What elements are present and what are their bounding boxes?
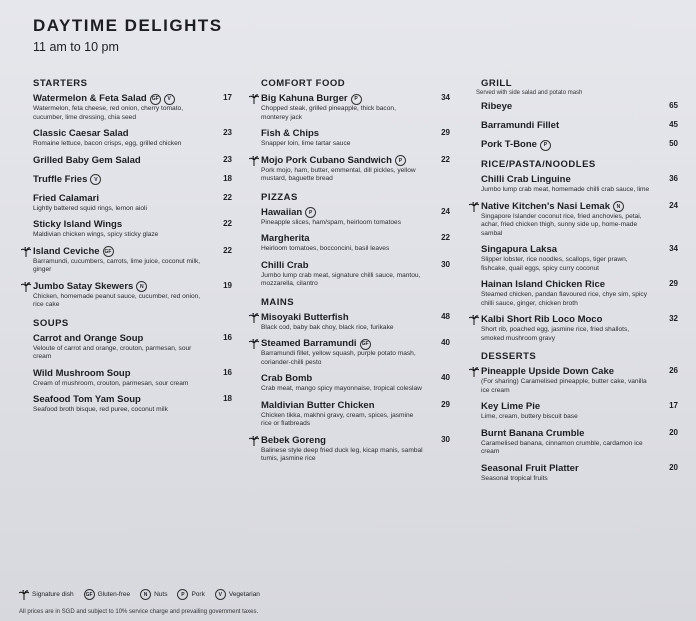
opening-hours: 11 am to 10 pm <box>33 40 119 54</box>
item-name: Native Kitchen's Nasi Lemak <box>481 200 610 212</box>
item-description: Lime, cream, buttery biscuit base <box>481 413 578 420</box>
pork-icon: P <box>540 140 551 151</box>
item-name: Seafood Tom Yam Soup <box>33 394 141 405</box>
item-price: 29 <box>441 399 450 409</box>
section-heading: COMFORT FOOD <box>261 78 346 89</box>
section-heading: MAINS <box>261 296 295 308</box>
legend-pork: Pork <box>191 591 205 598</box>
item-price: 34 <box>669 244 678 253</box>
item-description: Jumbo lump crab meat, homemade chilli crab sauce, lime <box>481 186 650 193</box>
section-heading: RICE/PASTA/NOODLES <box>481 159 596 170</box>
menu-item <box>468 366 678 395</box>
menu-item <box>468 401 678 422</box>
menu-item <box>248 93 450 122</box>
item-description: Barramundi fillet, yellow squash, purple potato mash, coriander-chilli pesto <box>261 350 416 366</box>
palm-tree-icon <box>249 339 259 349</box>
menu-item <box>468 201 678 239</box>
item-description: Watermelon, feta cheese, red onion, cherry tomato, cucumber, lime dressing, chia seed <box>33 105 184 121</box>
item-description: Seasonal tropical fruits <box>481 474 548 482</box>
item-price: 17 <box>223 93 232 102</box>
vegetarian-icon: V <box>90 174 101 185</box>
item-name: Hawaiian <box>261 206 303 218</box>
menu-item <box>468 279 678 308</box>
item-price: 22 <box>441 233 450 242</box>
item-description: Romaine lettuce, bacon crisps, egg, grilled chicken <box>33 140 182 147</box>
menu-item <box>20 281 232 310</box>
section-heading: STARTERS <box>33 78 88 89</box>
item-price: 30 <box>441 259 450 269</box>
item-name: Maldivian Butter Chicken <box>261 399 375 411</box>
item-price: 18 <box>223 173 232 183</box>
item-name: Ribeye <box>481 101 513 112</box>
item-name: Key Lime Pie <box>481 401 541 412</box>
item-price: 22 <box>223 192 232 202</box>
item-price: 19 <box>223 280 232 290</box>
item-name: Grilled Baby Gem Salad <box>33 154 141 166</box>
item-price: 30 <box>441 434 450 444</box>
palm-tree-icon <box>21 247 31 257</box>
menu-item <box>468 174 678 195</box>
item-description: Caramelised banana, cinnamon crumble, cardamon ice cream <box>481 439 643 455</box>
item-name: Fried Calamari <box>33 192 99 204</box>
item-price: 40 <box>441 338 450 347</box>
item-name: Classic Caesar Salad <box>33 128 129 139</box>
nuts-icon: N <box>136 281 147 292</box>
item-name: Burnt Banana Crumble <box>481 427 585 439</box>
palm-tree-icon <box>469 367 479 377</box>
item-price: 22 <box>223 245 232 255</box>
pork-icon: P <box>177 589 188 600</box>
palm-tree-icon <box>249 436 259 446</box>
legend <box>19 589 260 600</box>
item-price: 20 <box>669 427 678 437</box>
menu-item <box>248 312 450 333</box>
menu-item <box>468 428 678 457</box>
pork-icon: P <box>395 155 406 166</box>
section-heading: SOUPS <box>33 317 69 329</box>
item-name: Hainan Island Chicken Rice <box>481 279 606 290</box>
price-footnote: All prices are in SGD and subject to 10% service charge and prevailing government taxes. <box>19 609 259 615</box>
legend-vegetarian: Vegetarian <box>228 591 260 598</box>
item-price: 29 <box>441 128 450 137</box>
item-name: Steamed Barramundi <box>261 338 357 349</box>
menu-item <box>20 368 232 389</box>
item-price: 45 <box>669 120 678 129</box>
item-description: Heirloom tomatoes, bocconcini, basil leaves <box>261 245 390 252</box>
item-name: Wild Mushroom Soup <box>33 367 131 379</box>
item-name: Bebek Goreng <box>261 434 326 446</box>
palm-tree-icon <box>19 590 29 600</box>
menu-column-3 <box>468 78 678 489</box>
item-description: Cream of mushroom, crouton, parmesan, sour cream <box>33 379 189 387</box>
menu-item <box>248 233 450 254</box>
gluten-free-icon: GF <box>103 246 114 257</box>
item-description: Maldivian chicken wings, spicy sticky glaze <box>33 231 159 238</box>
nuts-icon: N <box>140 589 151 600</box>
menu-item <box>248 338 450 367</box>
menu-column-2 <box>248 78 450 470</box>
item-price: 22 <box>223 219 232 228</box>
palm-tree-icon <box>469 202 479 212</box>
section-heading: PIZZAS <box>261 191 298 203</box>
item-price: 16 <box>223 367 232 377</box>
item-name: Jumbo Satay Skewers <box>33 280 134 292</box>
item-description: Seafood broth bisque, red puree, coconut milk <box>33 406 168 413</box>
menu-item <box>248 155 450 184</box>
item-price: 32 <box>669 314 678 323</box>
section-heading: GRILL <box>481 78 512 89</box>
menu-item <box>20 128 232 149</box>
item-description: Slipper lobster, rice noodles, scallops, tiger prawn, fishcake, quail eggs, spicy curry coconut <box>481 256 628 272</box>
item-name: Chilli Crab Linguine <box>481 174 571 185</box>
item-price: 24 <box>669 200 678 210</box>
menu-item <box>248 260 450 289</box>
item-description: Snapper loin, lime tartar sauce <box>261 140 351 147</box>
menu-item <box>468 244 678 273</box>
item-price: 36 <box>669 174 678 183</box>
palm-tree-icon <box>469 315 479 325</box>
item-name: Island Ceviche <box>33 245 100 257</box>
menu-item <box>248 435 450 464</box>
menu-item <box>468 101 678 113</box>
palm-tree-icon <box>249 313 259 323</box>
section-subtitle: Served with side salad and potato mash <box>476 90 583 96</box>
item-name: Margherita <box>261 233 310 244</box>
item-description: Veloute of carrot and orange, crouton, parmesan, sour cream <box>33 344 192 360</box>
item-price: 65 <box>669 101 678 110</box>
item-name: Crab Bomb <box>261 373 313 384</box>
menu-item <box>248 128 450 149</box>
item-name: Truffle Fries <box>33 173 88 185</box>
item-description: (For sharing) Caramelised pineapple, butter cake, vanilla ice cream <box>481 378 647 394</box>
menu-item <box>468 314 678 343</box>
item-description: Black cod, baby bak choy, black rice, furikake <box>261 323 394 331</box>
item-price: 17 <box>669 401 678 410</box>
item-description: Singapore Islander coconut rice, fried anchovies, petai, achar, fried chicken thigh, sunny side up, home-made sambal <box>481 212 642 237</box>
item-price: 50 <box>669 139 678 148</box>
item-description: Pineapple slices, ham/spam, heirloom tomatoes <box>261 218 402 226</box>
menu-item <box>468 463 678 484</box>
item-name: Kalbi Short Rib Loco Moco <box>481 314 603 325</box>
vegetarian-icon: V <box>215 589 226 600</box>
menu-column-1 <box>20 78 232 421</box>
item-name: Pineapple Upside Down Cake <box>481 366 615 377</box>
item-name: Carrot and Orange Soup <box>33 332 144 344</box>
item-name: Barramundi Fillet <box>481 120 560 131</box>
item-price: 24 <box>441 206 450 216</box>
item-price: 23 <box>223 154 232 164</box>
section-heading: DESSERTS <box>481 351 537 362</box>
legend-gluten-free: Gluten-free <box>97 591 131 598</box>
item-price: 16 <box>223 332 232 342</box>
nuts-icon: N <box>613 201 624 212</box>
item-description: Chopped steak, grilled pineapple, thick bacon, monterey jack <box>261 105 396 121</box>
item-description: Chicken tikka, makhni gravy, cream, spices, jasmine rice or flatbreads <box>261 411 414 427</box>
item-name: Misoyaki Butterfish <box>261 311 349 323</box>
menu-item <box>20 333 232 362</box>
item-description: Lightly battered squid rings, lemon aioli <box>33 204 147 212</box>
item-name: Chilli Crab <box>261 259 309 271</box>
legend-signature: Signature dish <box>32 591 74 598</box>
palm-tree-icon <box>249 156 259 166</box>
item-name: Mojo Pork Cubano Sandwich <box>261 154 392 166</box>
item-description: Short rib, poached egg, jasmine rice, fried shallots, smoked mushroom gravy <box>481 326 630 342</box>
menu-title: DAYTIME DELIGHTS <box>33 16 223 35</box>
palm-tree-icon <box>21 282 31 292</box>
menu-item <box>20 155 232 167</box>
menu-item <box>20 246 232 275</box>
menu-item <box>468 120 678 132</box>
menu-item <box>20 93 232 122</box>
item-name: Fish & Chips <box>261 128 320 139</box>
pork-icon: P <box>351 94 362 105</box>
item-description: Pork mojo, ham, butter, emmental, dill pickles, yellow mustard, baguette bread <box>261 166 416 182</box>
item-name: Big Kahuna Burger <box>261 93 348 104</box>
item-name: Pork T-Bone <box>481 139 537 150</box>
item-price: 20 <box>669 462 678 472</box>
menu-item <box>20 394 232 415</box>
vegetarian-icon: V <box>164 94 175 105</box>
menu-item <box>20 174 232 186</box>
item-price: 29 <box>669 279 678 288</box>
item-description: Chicken, homemade peanut sauce, cucumber, red onion, rice cake <box>33 292 201 308</box>
item-price: 26 <box>669 366 678 375</box>
item-description: Barramundi, cucumbers, carrots, lime juice, coconut milk, ginger <box>33 257 201 273</box>
item-price: 48 <box>441 311 450 321</box>
item-name: Watermelon & Feta Salad <box>33 93 147 104</box>
item-description: Crab meat, mango spicy mayonnaise, tropical coleslaw <box>261 385 422 392</box>
item-price: 23 <box>223 128 232 137</box>
menu-item <box>248 400 450 429</box>
menu-item <box>248 207 450 228</box>
menu-item <box>468 139 678 151</box>
legend-nuts: Nuts <box>154 591 168 598</box>
gluten-free-icon: GF <box>150 94 161 105</box>
gluten-free-icon: GF <box>84 589 95 600</box>
item-name: Sticky Island Wings <box>33 219 123 230</box>
menu-item <box>20 193 232 214</box>
gluten-free-icon: GF <box>360 339 371 350</box>
item-price: 34 <box>441 93 450 102</box>
item-price: 22 <box>441 154 450 164</box>
menu-item <box>248 373 450 394</box>
item-name: Seasonal Fruit Platter <box>481 462 579 474</box>
item-description: Steamed chicken, pandan flavoured rice, chye sim, spicy chilli sauce, ginger, chicken broth <box>481 291 648 307</box>
menu-item <box>20 219 232 240</box>
palm-tree-icon <box>249 94 259 104</box>
pork-icon: P <box>305 207 316 218</box>
item-description: Jumbo lump crab meat, signature chilli sauce, mantou, mozzarella, cilantro <box>261 271 421 287</box>
item-description: Balinese style deep fried duck leg, kicap manis, sambal tumis, jasmine rice <box>261 446 423 462</box>
item-price: 18 <box>223 394 232 403</box>
item-price: 40 <box>441 373 450 382</box>
item-name: Singapura Laksa <box>481 244 558 255</box>
